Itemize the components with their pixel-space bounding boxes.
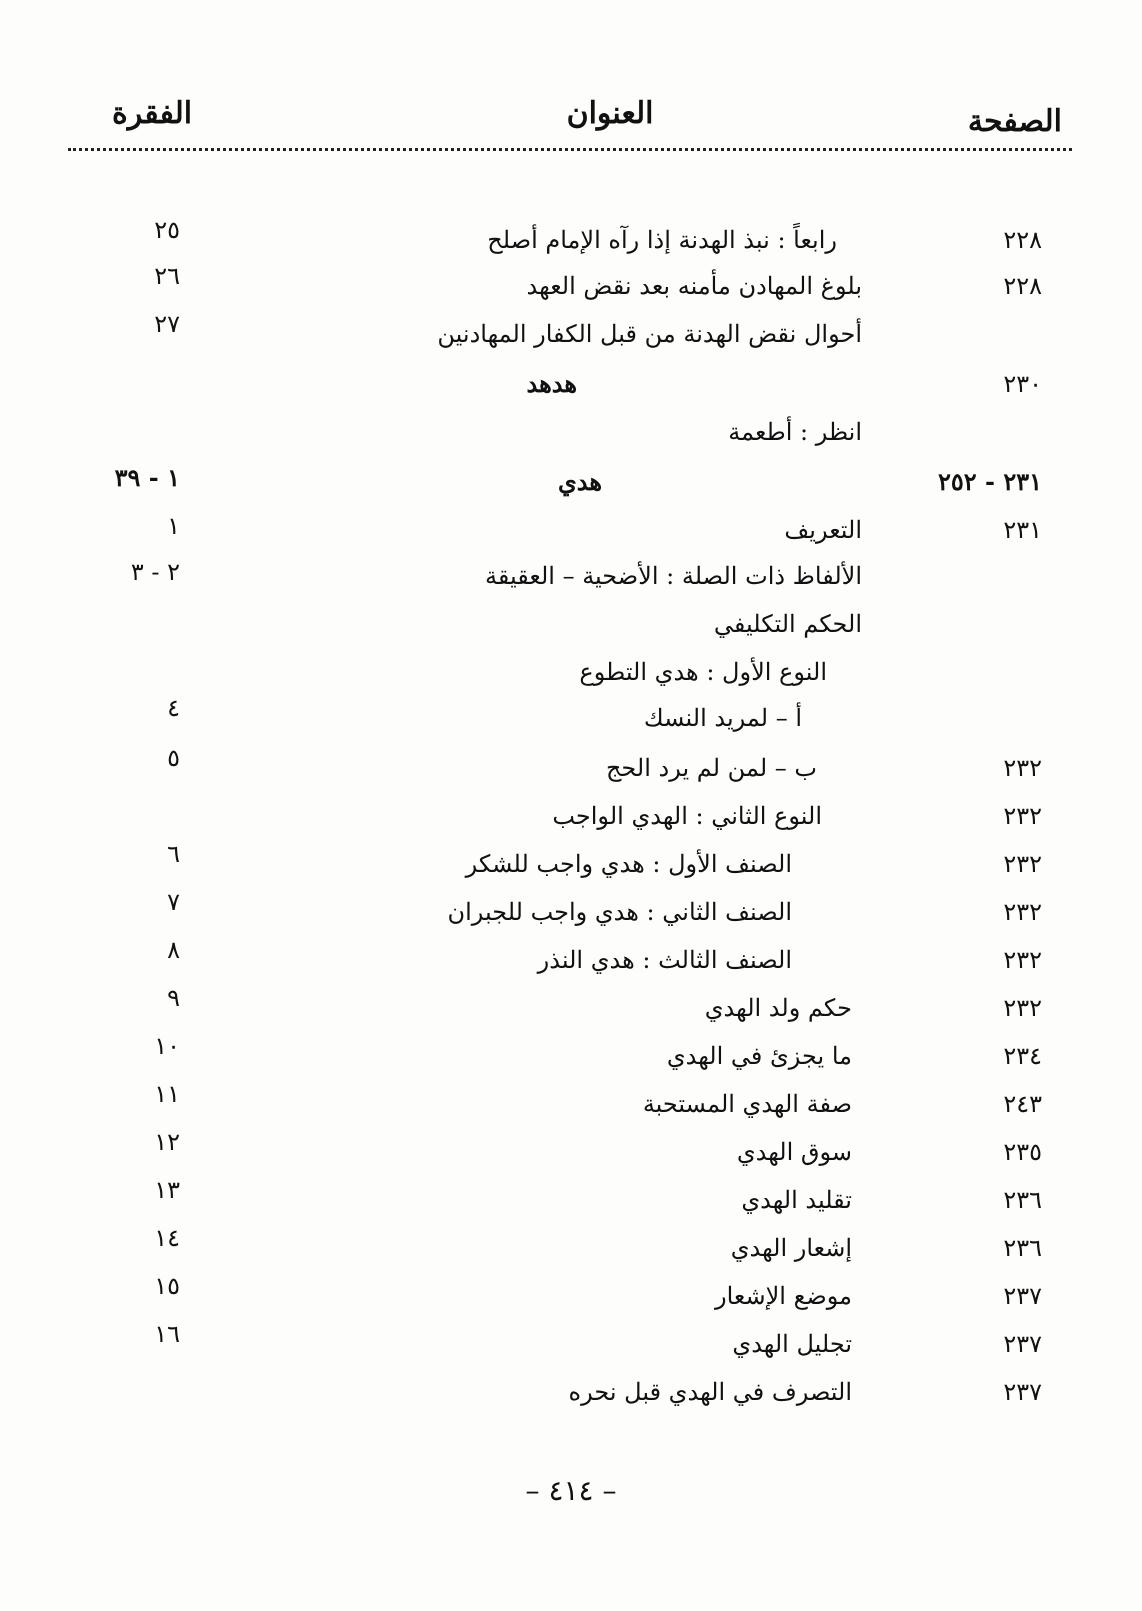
- row-title: الألفاظ ذات الصلة : الأضحية – العقيقة: [484, 562, 862, 590]
- index-row: [0, 364, 1142, 404]
- row-page: ٢٣١ - ٢٥٢: [937, 467, 1042, 496]
- header-para-label: الفقرة: [112, 96, 193, 131]
- index-row: [0, 888, 1142, 932]
- row-title: التصرف في الهدي قبل نحره: [568, 1378, 852, 1406]
- row-page: ٢٣٢: [1003, 802, 1042, 830]
- row-title: بلوغ المهادن مأمنه بعد نقض العهد: [526, 272, 862, 300]
- header-page-label: الصفحة: [967, 104, 1062, 139]
- row-para: ٩: [167, 984, 180, 1012]
- page-number: – ٤١٤ –: [525, 1474, 617, 1507]
- row-para: ٨: [167, 936, 180, 964]
- row-title: تجليل الهدي: [732, 1330, 852, 1358]
- row-page: ٢٣٢: [1003, 898, 1042, 926]
- row-para: ٢٦: [154, 262, 180, 290]
- row-title: رابعاً : نبذ الهدنة إذا رآه الإمام أصلح: [487, 226, 837, 254]
- index-row: [0, 694, 1142, 738]
- row-title: النوع الأول : هدي التطوع: [579, 658, 827, 686]
- row-para: ١٤: [154, 1224, 180, 1252]
- row-title: أ – لمريد النسك: [643, 704, 802, 732]
- row-title: حكم ولد الهدي: [704, 994, 852, 1022]
- index-row: [0, 1128, 1142, 1172]
- index-row: [0, 462, 1142, 502]
- row-page: ٢٣٧: [1003, 1378, 1042, 1406]
- row-para: ١٦: [154, 1320, 180, 1348]
- row-para: ١٥: [154, 1272, 180, 1300]
- row-page: ٢٣٢: [1003, 850, 1042, 878]
- row-page: ٢٣٧: [1003, 1330, 1042, 1358]
- row-para: ٦: [167, 840, 180, 868]
- row-title: ب – لمن لم يرد الحج: [605, 754, 817, 782]
- index-row: [0, 840, 1142, 884]
- row-para: ١: [167, 512, 180, 540]
- row-page: ٢٣٦: [1003, 1234, 1042, 1262]
- row-para: ٢ - ٣: [130, 558, 180, 586]
- index-row: [0, 216, 1142, 260]
- index-row: [0, 1032, 1142, 1076]
- index-row: [0, 412, 1142, 452]
- row-para: ١ - ٣٩: [114, 463, 180, 492]
- row-para: ٥: [167, 744, 180, 772]
- row-page: ٢٤٣: [1003, 1090, 1042, 1118]
- row-page: ٢٣٦: [1003, 1186, 1042, 1214]
- row-title: الصنف الأول : هدي واجب للشكر: [465, 850, 792, 878]
- row-page: ٢٣٢: [1003, 946, 1042, 974]
- index-row: [0, 796, 1142, 836]
- row-page: ٢٣٤: [1003, 1042, 1042, 1070]
- row-title: صفة الهدي المستحبة: [642, 1090, 852, 1118]
- row-page: ٢٣٧: [1003, 1282, 1042, 1310]
- index-row: [0, 1176, 1142, 1220]
- index-row: [0, 556, 1142, 596]
- index-row: [0, 652, 1142, 692]
- row-title: هدي: [557, 467, 602, 496]
- row-para: ١٣: [154, 1176, 180, 1204]
- index-row: [0, 310, 1142, 354]
- index-row: [0, 936, 1142, 980]
- row-title: هدهد: [526, 369, 577, 398]
- row-title: ما يجزئ في الهدي: [666, 1042, 852, 1070]
- index-row: [0, 1080, 1142, 1124]
- index-row: [0, 510, 1142, 550]
- header-title-label: العنوان: [566, 96, 654, 131]
- row-para: ٧: [167, 888, 180, 916]
- index-row: [0, 1372, 1142, 1412]
- row-title: الصنف الثالث : هدي النذر: [537, 946, 792, 974]
- row-page: ٢٣١: [1003, 516, 1042, 544]
- row-title: إشعار الهدي: [730, 1234, 852, 1262]
- row-page: ٢٣٢: [1003, 994, 1042, 1022]
- row-title: أحوال نقض الهدنة من قبل الكفار المهادنين: [437, 320, 862, 348]
- row-title: تقليد الهدي: [741, 1186, 852, 1214]
- row-para: ١٢: [154, 1128, 180, 1156]
- index-row: [0, 984, 1142, 1028]
- row-page: ٢٣٢: [1003, 754, 1042, 782]
- row-title: سوق الهدي: [736, 1138, 852, 1166]
- row-page: ٢٣٠: [1003, 370, 1042, 398]
- row-para: ١٠: [154, 1032, 180, 1060]
- index-row: [0, 604, 1142, 644]
- row-title: الحكم التكليفي: [713, 610, 862, 638]
- row-page: ٢٢٨: [1003, 226, 1042, 254]
- index-row: [0, 1320, 1142, 1364]
- row-para: ٢٥: [154, 216, 180, 244]
- row-page: ٢٣٥: [1003, 1138, 1042, 1166]
- row-title: انظر : أطعمة: [728, 418, 862, 446]
- row-title: التعريف: [784, 516, 862, 544]
- index-row: [0, 1224, 1142, 1268]
- row-para: ٤: [167, 694, 180, 722]
- index-row: [0, 744, 1142, 788]
- row-title: موضع الإشعار: [715, 1282, 852, 1310]
- row-para: ١١: [154, 1080, 180, 1108]
- row-title: الصنف الثاني : هدي واجب للجبران: [447, 898, 792, 926]
- index-row: [0, 262, 1142, 306]
- row-para: ٢٧: [154, 310, 180, 338]
- header-dotted-rule: [68, 148, 1072, 151]
- row-title: النوع الثاني : الهدي الواجب: [552, 802, 822, 830]
- row-page: ٢٢٨: [1003, 272, 1042, 300]
- index-row: [0, 1272, 1142, 1316]
